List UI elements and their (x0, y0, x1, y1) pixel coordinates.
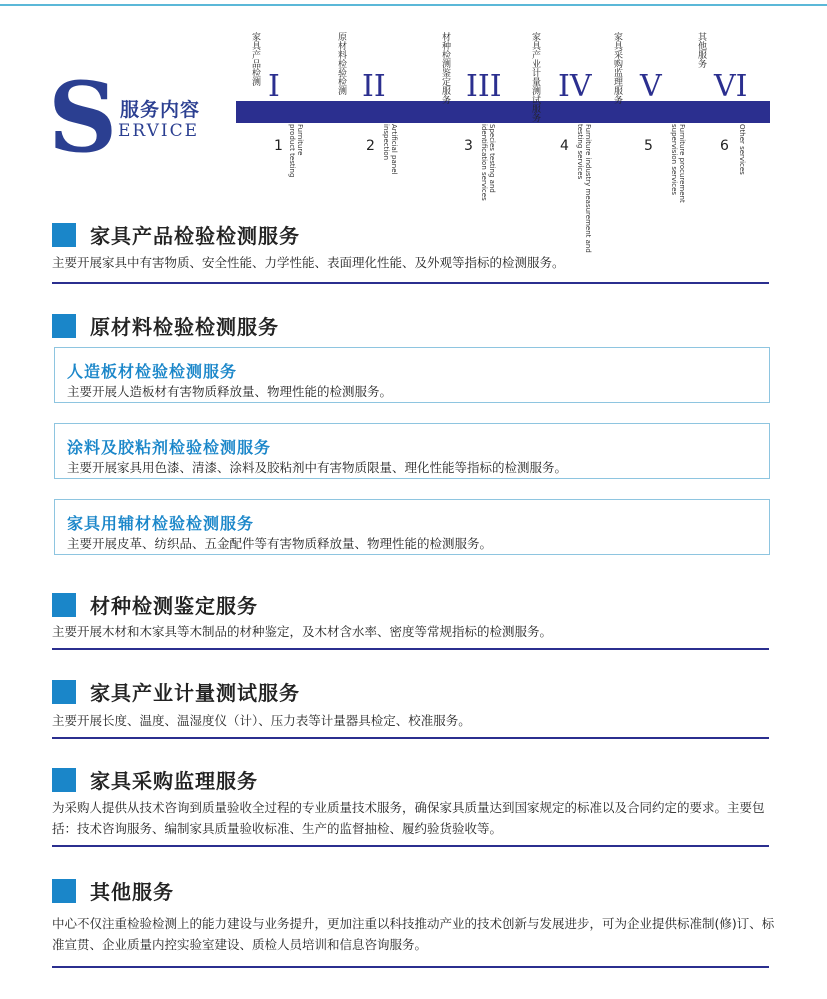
category-roman: V (640, 69, 662, 104)
category-number: 3 (464, 138, 473, 154)
subsection-auxiliary-materials (54, 499, 770, 555)
section-title: 材种检测鉴定服务 (90, 594, 258, 618)
section-description: 主要开展家具中有害物质、安全性能、力学性能、表面理化性能、及外观等指标的检测服务。 (52, 255, 565, 270)
category-6 (694, 32, 784, 262)
section-marker (52, 314, 76, 338)
category-cn: 家具产业计量测试服务 (530, 32, 540, 122)
section-header-other-services (52, 876, 174, 905)
section-description: 为采购人提供从技术咨询到质量验收全过程的专业质量技术服务，确保家具质量达到国家规定的标准以及合同约定的要求。主要包括：技术咨询服务、编制家具质量验收标准、生产的监督抽检、履约验货验收等。 (52, 800, 765, 836)
section-description: 主要开展长度、温度、温湿度仪（计）、压力表等计量器具检定、校准服务。 (52, 713, 471, 728)
category-number: 2 (366, 138, 375, 154)
subsection-description: 主要开展皮革、纺织品、五金配件等有害物质释放量、物理性能的检测服务。 (67, 536, 493, 551)
section-marker (52, 768, 76, 792)
category-3 (438, 32, 528, 262)
category-roman: I (268, 69, 280, 104)
section-header-procurement-supervision (52, 765, 258, 794)
category-4 (528, 32, 618, 262)
category-en: Species testing and identification services (480, 124, 496, 201)
section-description: 中心不仅注重检验检测上的能力建设与业务提升，更加注重以科技推动产业的技术创新与发展进步，可为企业提供标准制(修)订、标准宣贯、企业质量内控实验室建设、质检人员培训和信息咨询服务。 (52, 916, 775, 952)
subsection-title: 人造板材检验检测服务 (67, 362, 238, 381)
section-header-product-testing (52, 220, 300, 249)
subsection-description: 主要开展人造板材有害物质释放量、物理性能的检测服务。 (67, 384, 393, 399)
category-number: 1 (274, 138, 283, 154)
logo-letter: S (48, 61, 118, 174)
category-cn: 材种检测鉴定服务 (440, 32, 450, 104)
subsection-artificial-panel (54, 347, 770, 403)
category-en: Furniture industry measurement and testing services (576, 124, 592, 253)
section-description: 主要开展木材和木家具等木制品的材种鉴定，及木材含水率、密度等常规指标的检测服务。 (52, 624, 553, 639)
header-title-cn: 服务内容 (120, 99, 201, 121)
section-title: 家具采购监理服务 (90, 769, 258, 793)
section-marker (52, 879, 76, 903)
section-divider (52, 737, 769, 739)
category-cn: 其他服务 (696, 32, 706, 68)
section-title: 家具产品检验检测服务 (90, 224, 300, 248)
section-marker (52, 593, 76, 617)
section-divider (52, 648, 769, 650)
top-rule (0, 4, 827, 6)
header-title-en: ERVICE (118, 121, 200, 141)
section-title: 原材料检验检测服务 (90, 315, 279, 339)
category-number: 4 (560, 138, 569, 154)
section-divider (52, 282, 769, 284)
section-header-raw-materials (52, 311, 279, 340)
category-en: Furniture procurement supervision services (670, 124, 686, 203)
section-marker (52, 223, 76, 247)
section-title: 家具产业计量测试服务 (90, 681, 300, 705)
category-number: 5 (644, 138, 653, 154)
section-header-metrology (52, 677, 300, 706)
category-roman: II (362, 69, 386, 104)
subsection-title: 涂料及胶粘剂检验检测服务 (67, 438, 272, 457)
section-divider (52, 845, 769, 847)
category-roman: VI (714, 69, 748, 104)
category-en: Other services (738, 124, 746, 175)
category-en: Artificial panel inspection (382, 124, 398, 175)
category-cn: 原材料检验检测 (336, 32, 346, 95)
category-cn: 家具采购监理服务 (612, 32, 622, 104)
category-roman: III (466, 69, 502, 104)
category-en: Furniture product testing (288, 124, 304, 178)
category-roman: IV (558, 69, 592, 104)
subsection-description: 主要开展家具用色漆、清漆、涂料及胶粘剂中有害物质限量、理化性能等指标的检测服务。 (67, 460, 568, 475)
category-5 (610, 32, 700, 262)
section-marker (52, 680, 76, 704)
subsection-coatings-adhesives (54, 423, 770, 479)
category-2 (334, 32, 424, 262)
category-cn: 家具产品检测 (250, 32, 260, 86)
section-header-species-identification (52, 590, 258, 619)
subsection-title: 家具用辅材检验检测服务 (67, 514, 255, 533)
category-number: 6 (720, 138, 729, 154)
section-title: 其他服务 (90, 880, 174, 904)
section-divider (52, 966, 769, 968)
